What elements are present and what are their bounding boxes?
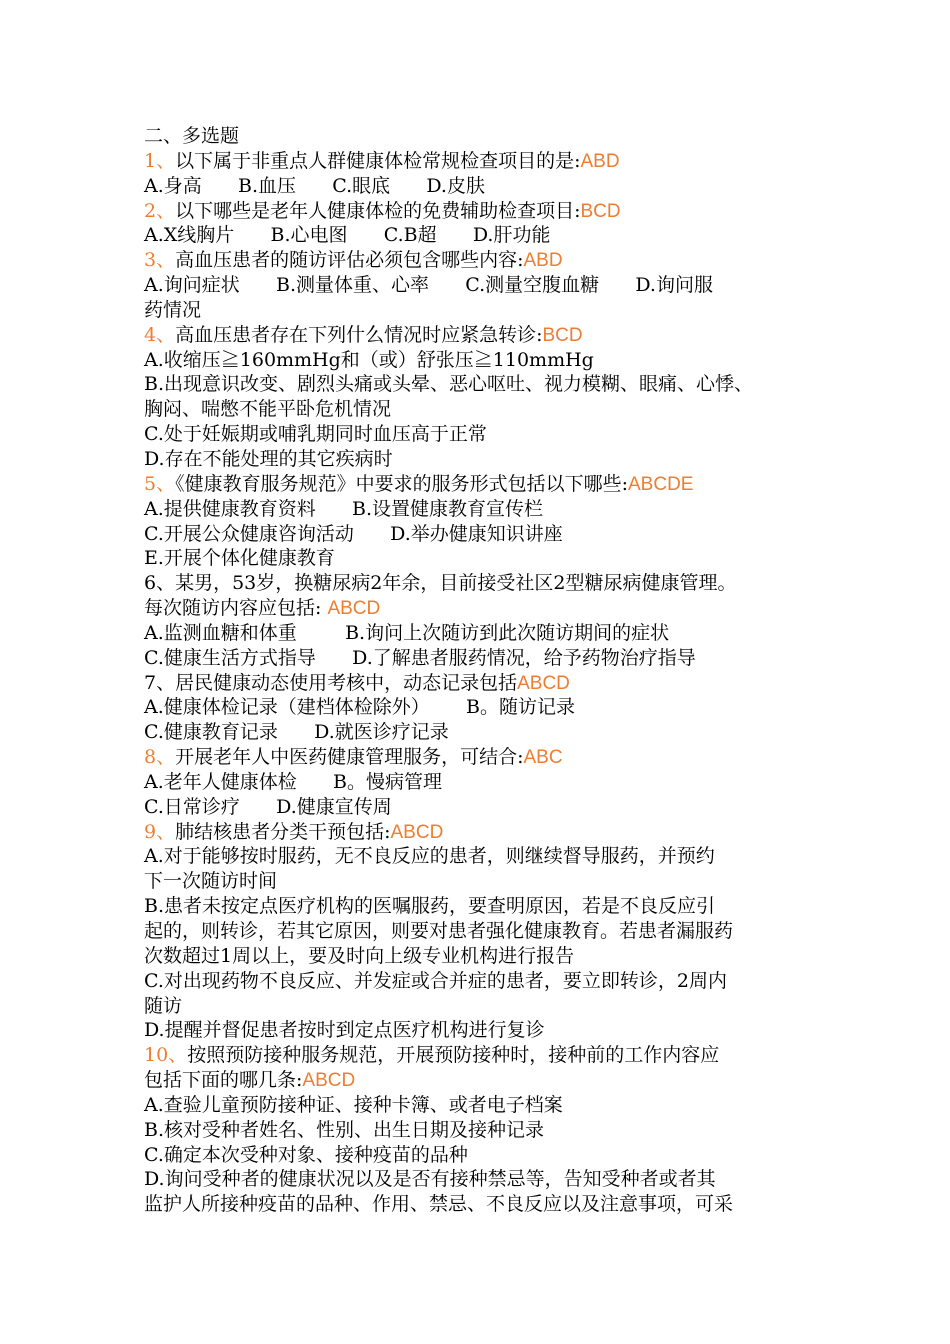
- option-line: 随访: [144, 994, 183, 1017]
- option-line: 胸闷、喘憋不能平卧危机情况: [144, 398, 392, 421]
- question-number: 4、: [144, 323, 176, 346]
- answer-key: ABD: [580, 150, 620, 172]
- option-line: C.确定本次受种对象、接种疫苗的品种: [144, 1143, 468, 1166]
- option-line: C.健康教育记录 D.就医诊疗记录: [144, 721, 449, 744]
- section-title: 二、多选题: [144, 125, 240, 147]
- question-text: 按照预防接种服务规范，开展预防接种时，接种前的工作内容应: [187, 1044, 720, 1067]
- option-line: A.老年人健康体检 B。慢病管理: [144, 770, 442, 793]
- question-text: 以下哪些是老年人健康体检的免费辅助检查项目:: [175, 199, 581, 222]
- question-number: 7、: [144, 671, 176, 694]
- question-number: 8、: [144, 746, 176, 769]
- question-line: [144, 596, 834, 621]
- answer-key: ABCDE: [628, 473, 694, 495]
- option-line: C.开展公众健康咨询活动 D.举办健康知识讲座: [144, 522, 563, 545]
- option-line: D.提醒并督促患者按时到定点医疗机构进行复诊: [144, 1019, 545, 1042]
- question-line: [144, 1068, 834, 1093]
- question-line: [144, 820, 834, 845]
- answer-key: BCD: [542, 324, 583, 346]
- answer-key: ABC: [523, 747, 563, 769]
- option-line: 下一次随访时间: [144, 870, 278, 893]
- answer-key: ABD: [523, 250, 563, 272]
- option-line: B.患者未按定点医疗机构的医嘱服药，要查明原因，若是不良反应引: [144, 895, 716, 918]
- option-line: D.询问受种者的健康状况以及是否有接种禁忌等，告知受种者或者其: [144, 1168, 716, 1191]
- question-text: 《健康教育服务规范》中要求的服务形式包括以下哪些:: [175, 472, 628, 495]
- option-line: B.核对受种者姓名、性别、出生日期及接种记录: [144, 1118, 545, 1141]
- answer-key: BCD: [580, 200, 621, 222]
- option-line: A.收缩压≧160mmHg和（或）舒张压≧110mmHg: [144, 348, 594, 371]
- option-line: A.询问症状 B.测量体重、心率 C.测量空腹血糖 D.询问服: [144, 274, 713, 297]
- question-text: 以下属于非重点人群健康体检常规检查项目的是:: [175, 149, 581, 172]
- question-text: 包括下面的哪几条:: [144, 1069, 303, 1092]
- option-line: E.开展个体化健康教育: [144, 547, 335, 570]
- option-line: 药情况: [144, 298, 202, 321]
- question-text: 每次随访内容应包括:: [144, 597, 328, 620]
- question-text: 开展老年人中医药健康管理服务，可结合:: [175, 746, 524, 769]
- question-line: [144, 248, 834, 273]
- option-line: 次数超过1周以上，要及时向上级专业机构进行报告: [144, 944, 575, 967]
- option-line: B.出现意识改变、剧烈头痛或头晕、恶心呕吐、视力模糊、眼痛、心悸、: [144, 373, 754, 396]
- question-line: [144, 472, 834, 497]
- question-text: 某男，53岁，换糖尿病2年余，目前接受社区2型糖尿病健康管理。: [175, 572, 737, 595]
- question-text: 高血压患者的随访评估必须包含哪些内容:: [175, 249, 524, 272]
- question-text: 高血压患者存在下列什么情况时应紧急转诊:: [175, 323, 543, 346]
- question-text: 居民健康动态使用考核中，动态记录包括: [175, 671, 518, 694]
- answer-key: ABCD: [302, 1070, 356, 1092]
- question-line: [144, 745, 834, 770]
- question-number: 9、: [144, 820, 176, 843]
- option-line: A.X线胸片 B.心电图 C.B超 D.肝功能: [144, 224, 551, 247]
- question-line: [144, 323, 834, 348]
- question-line: [144, 571, 834, 596]
- answer-key: ABCD: [327, 598, 381, 620]
- question-number: 3、: [144, 249, 176, 272]
- question-number: 5、: [144, 472, 176, 495]
- option-line: A.查验儿童预防接种证、接种卡簿、或者电子档案: [144, 1093, 563, 1116]
- option-line: A.健康体检记录（建档体检除外） B。随访记录: [144, 696, 575, 719]
- option-line: A.身高 B.血压 C.眼底 D.皮肤: [144, 174, 485, 197]
- question-line: [144, 671, 834, 696]
- answer-key: ABCD: [517, 672, 570, 694]
- option-line: A.对于能够按时服药，无不良反应的患者，则继续督导服药，并预约: [144, 845, 715, 868]
- document-body: [144, 124, 834, 1217]
- question-number: 6、: [144, 572, 176, 595]
- question-number: 2、: [144, 199, 176, 222]
- option-line: D.存在不能处理的其它疾病时: [144, 447, 393, 470]
- option-line: A.提供健康教育资料 B.设置健康教育宣传栏: [144, 497, 544, 520]
- question-number: 1、: [144, 149, 176, 172]
- question-line: [144, 1043, 834, 1068]
- option-line: A.监测血糖和体重 B.询问上次随访到此次随访期间的症状: [144, 621, 670, 644]
- option-line: C.对出现药物不良反应、并发症或合并症的患者，要立即转诊，2周内: [144, 969, 727, 992]
- option-line: C.日常诊疗 D.健康宣传周: [144, 795, 392, 818]
- option-line: C.处于妊娠期或哺乳期同时血压高于正常: [144, 423, 487, 446]
- question-text: 肺结核患者分类干预包括:: [175, 820, 391, 843]
- question-line: [144, 149, 834, 174]
- question-list: [144, 149, 834, 1217]
- option-line: 监护人所接种疫苗的品种、作用、禁忌、不良反应以及注意事项，可采: [144, 1193, 734, 1216]
- option-line: C.健康生活方式指导 D.了解患者服药情况，给予药物治疗指导: [144, 646, 696, 669]
- option-line: 起的，则转诊，若其它原因，则要对患者强化健康教育。若患者漏服药: [144, 920, 734, 942]
- question-line: [144, 199, 834, 224]
- question-number: 10、: [144, 1044, 188, 1067]
- answer-key: ABCD: [390, 821, 444, 843]
